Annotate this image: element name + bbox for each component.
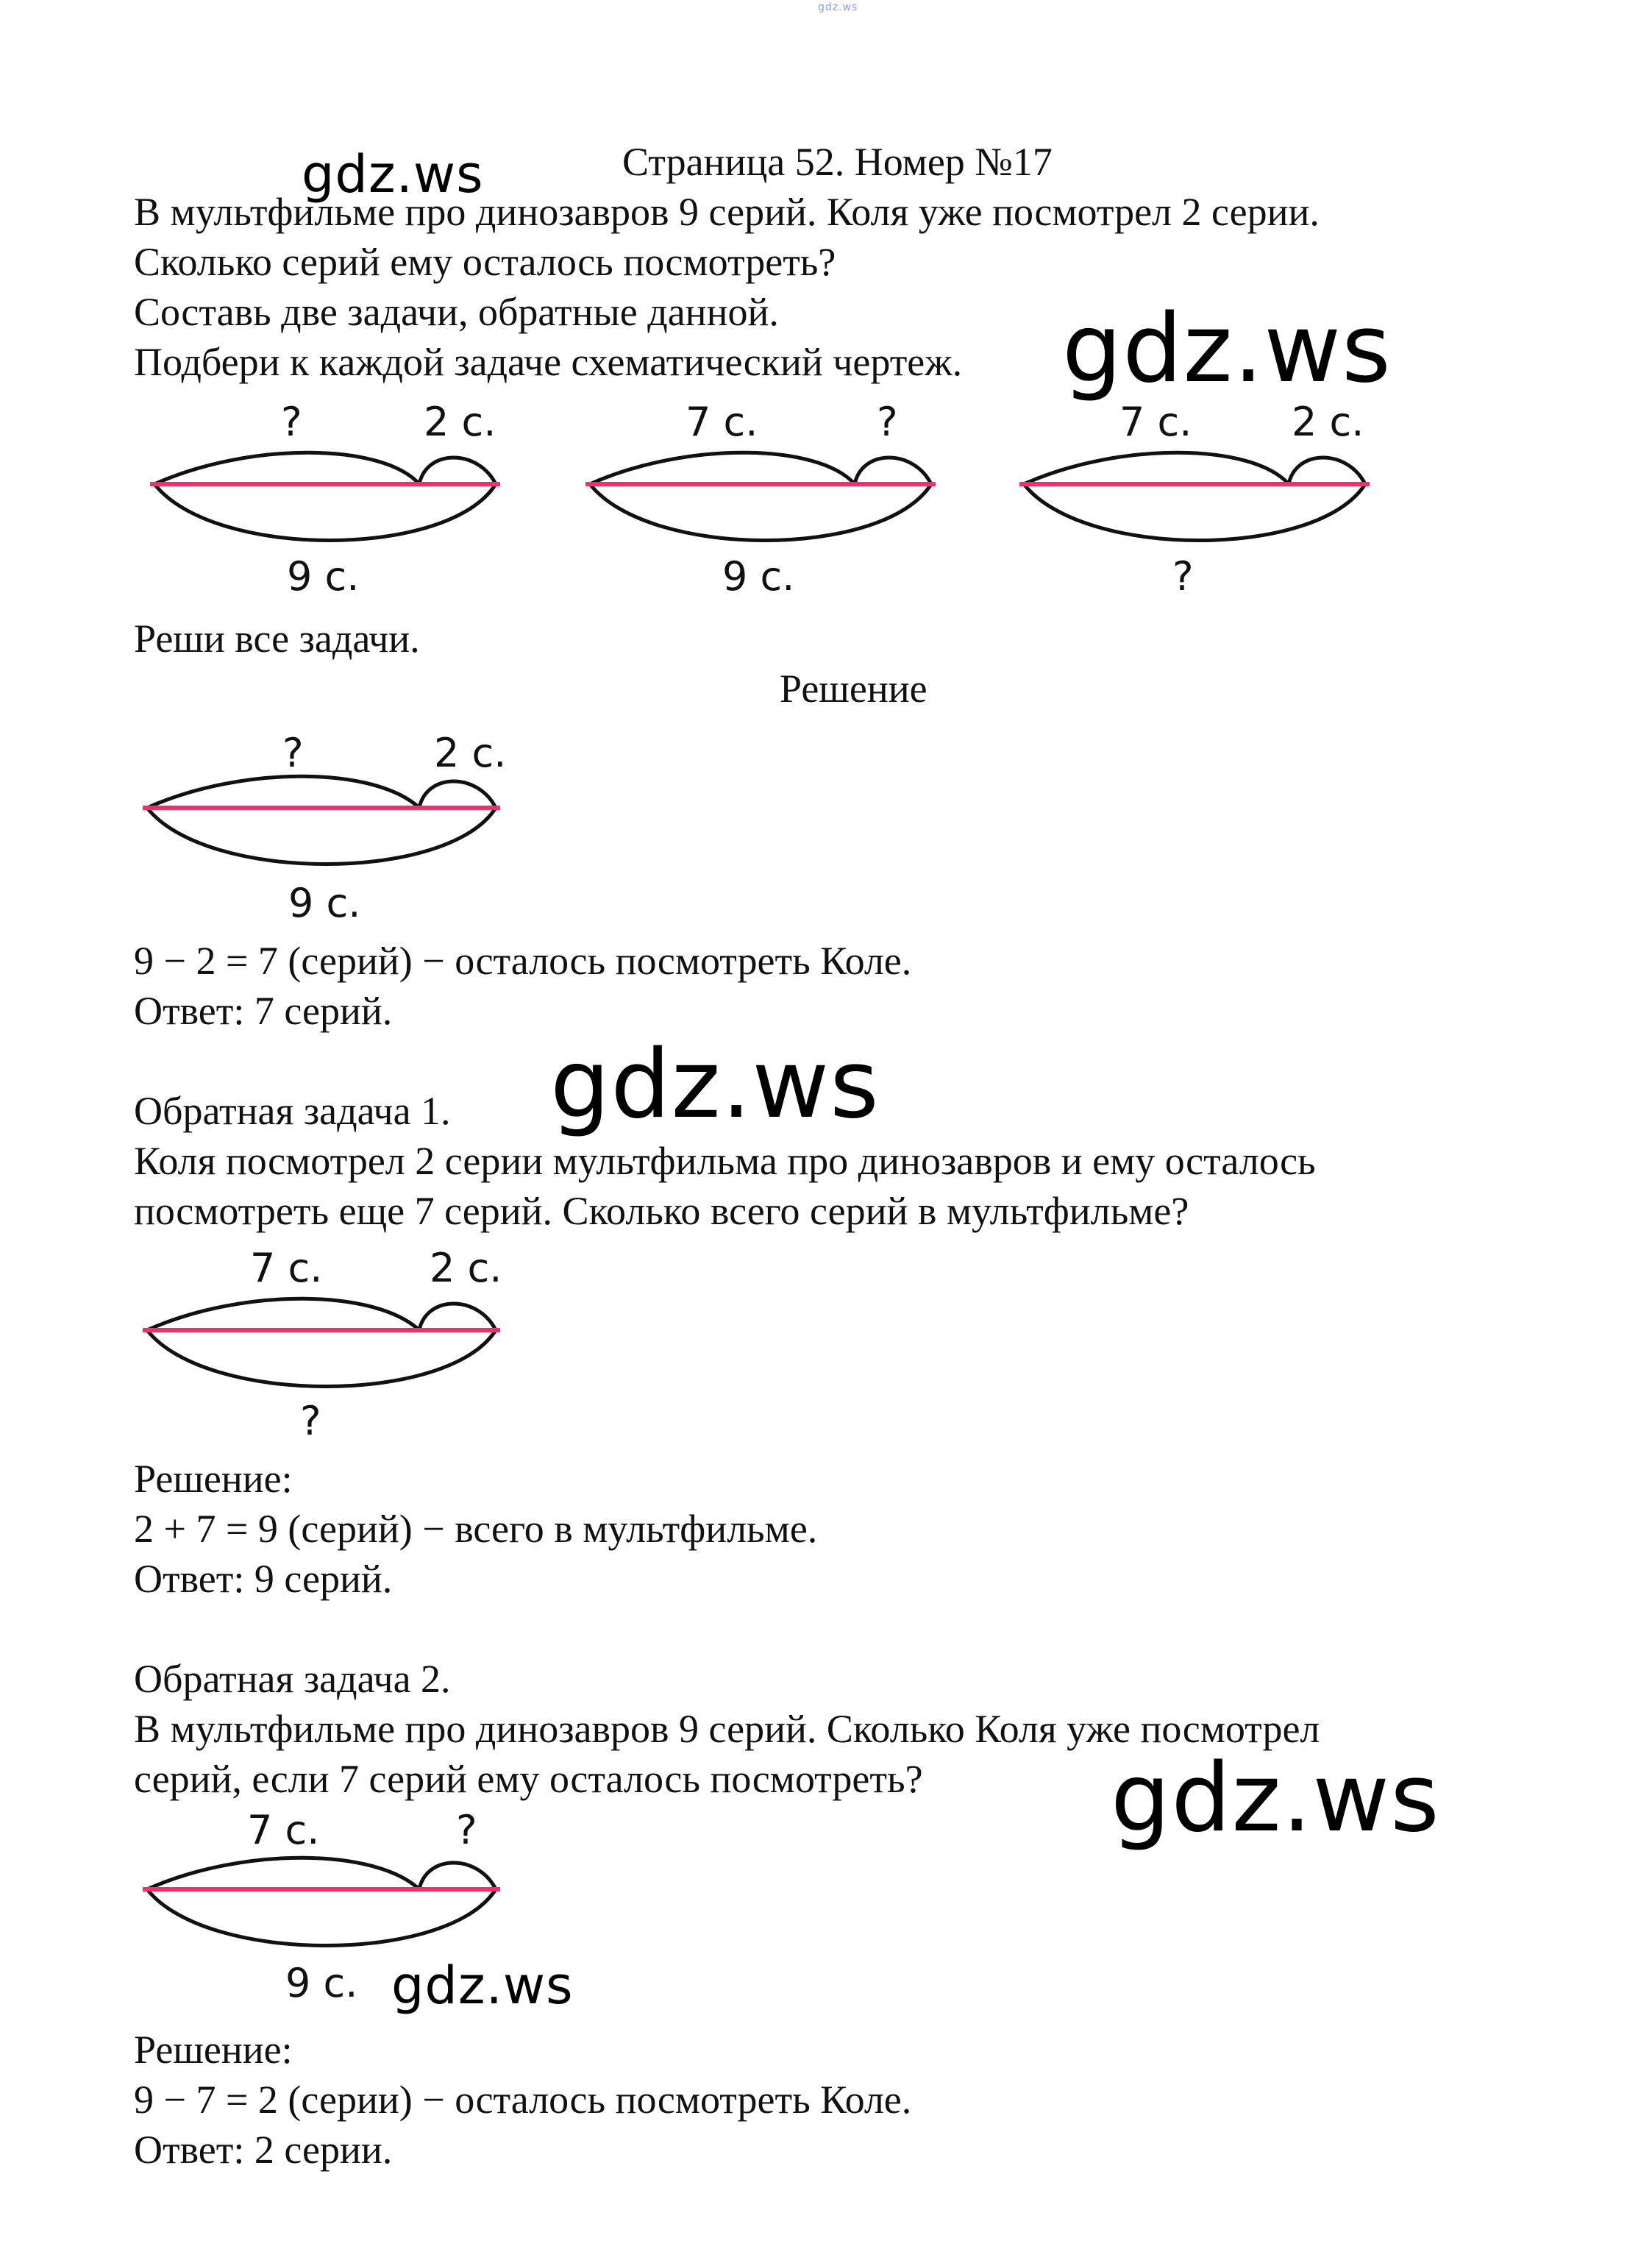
- inverse1-line-1: Коля посмотрел 2 серии мультфильма про динозавров и ему осталось: [134, 1139, 1316, 1183]
- inverse1-solution-label: Решение:: [134, 1457, 293, 1501]
- arc-bottom: [1024, 484, 1365, 541]
- arc-bottom: [590, 484, 931, 541]
- label-bottom: 9 с.: [287, 553, 360, 600]
- inverse1-title: Обратная задача 1.: [134, 1089, 451, 1133]
- label-bottom: ?: [300, 1398, 321, 1444]
- inverse1-equation: 2 + 7 = 9 (серий) − всего в мультфильме.: [134, 1507, 818, 1551]
- inverse2-solution-label: Решение:: [134, 2028, 293, 2072]
- watermark: gdz.ws: [391, 1955, 574, 2016]
- task-line-1: В мультфильме про динозавров 9 серий. Коля уже посмотрел 2 серии.: [134, 190, 1320, 234]
- label-top-right: ?: [456, 1807, 477, 1853]
- label-top-right: 2 с.: [424, 399, 496, 445]
- arc-top-right: [419, 781, 496, 808]
- arc-top-left: [147, 776, 419, 808]
- segment-diagram-2: [575, 397, 950, 603]
- label-bottom: ?: [1172, 553, 1194, 600]
- solution-answer: Ответ: 7 серий.: [134, 989, 393, 1033]
- solution-diagram: [132, 721, 508, 927]
- label-top-left: 7 с.: [247, 1807, 320, 1853]
- watermark: gdz.ws: [302, 144, 484, 205]
- task-line-2: Сколько серий ему осталось посмотреть?: [134, 240, 836, 284]
- inverse1-answer: Ответ: 9 серий.: [134, 1557, 393, 1601]
- segment-diagram-3: [1009, 397, 1384, 603]
- watermark: gdz.ws: [1111, 1744, 1440, 1853]
- arc-top-left: [147, 1299, 419, 1330]
- label-bottom: 9 с.: [285, 1960, 358, 2006]
- inverse2-title: Обратная задача 2.: [134, 1657, 451, 1701]
- arc-top-left: [1024, 452, 1289, 484]
- watermark: gdz.ws: [1062, 294, 1392, 404]
- label-top-left: ?: [281, 399, 302, 445]
- inverse2-line-2: серий, если 7 серий ему осталось посмотреть?: [134, 1757, 923, 1801]
- inverse1-line-2: посмотреть еще 7 серий. Сколько всего серий в мультфильме?: [134, 1189, 1189, 1233]
- label-top-left: 7 с.: [686, 399, 758, 445]
- task-line-4: Подбери к каждой задаче схематический чертеж.: [134, 340, 963, 384]
- page-title: Страница 52. Номер №17: [622, 140, 1053, 184]
- arc-top-left: [147, 1858, 419, 1889]
- arc-top-right: [419, 1863, 496, 1889]
- arc-top-right: [855, 458, 931, 484]
- arc-bottom: [147, 1889, 496, 1946]
- arc-top-right: [419, 458, 496, 484]
- label-top-right: 2 с.: [434, 730, 507, 776]
- inverse2-equation: 9 − 7 = 2 (серии) − осталось посмотреть Коле.: [134, 2078, 912, 2122]
- label-bottom: 9 с.: [722, 553, 795, 600]
- label-top-left: 7 с.: [250, 1245, 323, 1291]
- label-bottom: 9 с.: [288, 880, 361, 926]
- arc-top-left: [590, 452, 855, 484]
- segment-diagram-1: [140, 397, 515, 603]
- watermark: gdz.ws: [550, 1030, 880, 1140]
- watermark-tiny: gdz.ws: [818, 1, 858, 13]
- label-top-left: 7 с.: [1119, 399, 1192, 445]
- task-line-3: Составь две задачи, обратные данной.: [134, 290, 779, 334]
- arc-top-right: [1289, 458, 1365, 484]
- solution-equation: 9 − 2 = 7 (серий) − осталось посмотреть Коле.: [134, 939, 912, 983]
- arc-bottom: [147, 808, 496, 864]
- inverse1-diagram: [132, 1243, 508, 1449]
- arc-top-left: [154, 452, 419, 484]
- inverse2-line-1: В мультфильме про динозавров 9 серий. Сколько Коля уже посмотрел: [134, 1707, 1320, 1751]
- inverse2-answer: Ответ: 2 серии.: [134, 2128, 393, 2172]
- label-top-right: 2 с.: [430, 1245, 502, 1291]
- arc-top-right: [419, 1304, 496, 1330]
- label-top-right: ?: [877, 399, 898, 445]
- arc-bottom: [154, 484, 496, 541]
- label-top-right: 2 с.: [1292, 399, 1364, 445]
- solution-heading: Решение: [780, 667, 928, 711]
- label-top-left: ?: [282, 730, 304, 776]
- solve-all-text: Реши все задачи.: [134, 617, 420, 661]
- arc-bottom: [147, 1330, 496, 1387]
